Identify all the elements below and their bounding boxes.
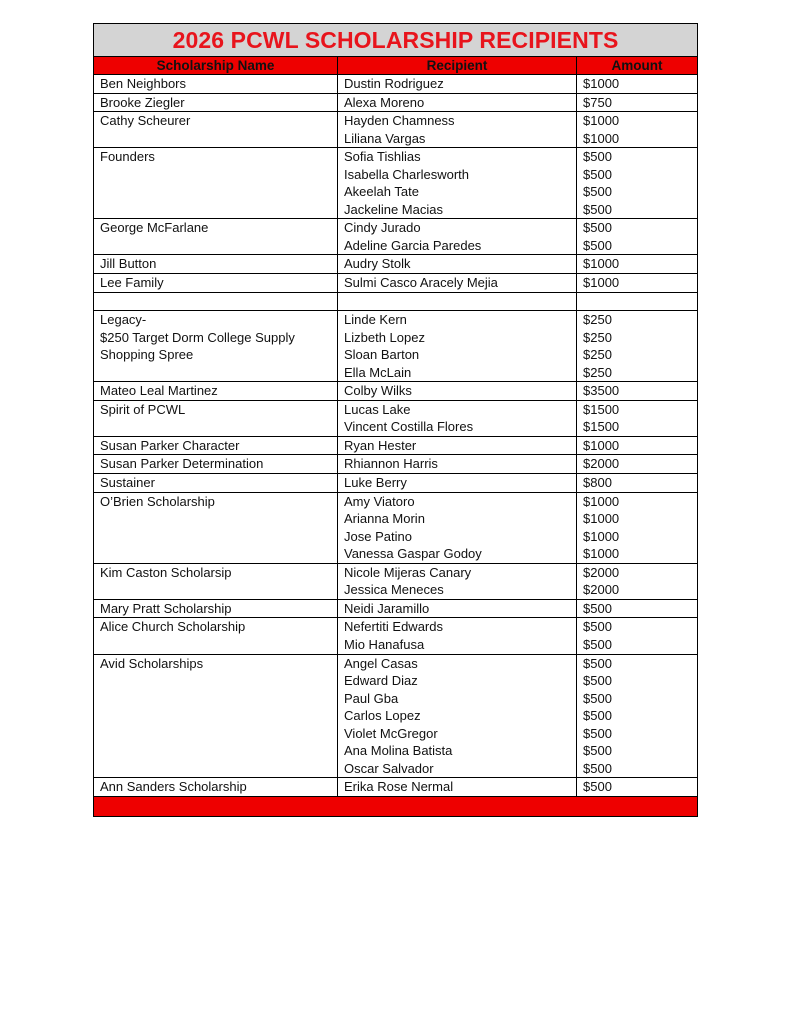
amount-cell bbox=[577, 401, 697, 436]
award-amount: $500 bbox=[583, 166, 612, 182]
recipient-name: Akeelah Tate bbox=[344, 184, 419, 200]
scholarship-name-text: Spirit of PCWL bbox=[100, 401, 186, 417]
scholarship-name-text: Susan Parker Character bbox=[100, 437, 240, 453]
table-row bbox=[94, 255, 697, 274]
recipient-name: Ella McLain bbox=[344, 364, 412, 380]
scholarship-name-cell bbox=[94, 778, 338, 796]
table-row bbox=[94, 219, 697, 255]
table-row bbox=[94, 655, 697, 779]
recipient-name: Nefertiti Edwards bbox=[344, 619, 443, 635]
table-title-bar bbox=[94, 24, 697, 57]
award-amount: $2000 bbox=[583, 582, 620, 598]
scholarship-name-text: Sustainer bbox=[100, 475, 155, 491]
recipient-name: Audry Stolk bbox=[344, 256, 411, 272]
recipient-name: Jessica Meneces bbox=[344, 582, 444, 598]
recipient-name: Ryan Hester bbox=[344, 437, 417, 453]
award-amount: $1000 bbox=[583, 511, 620, 527]
amount-cell bbox=[577, 311, 697, 381]
amount-cell bbox=[577, 493, 697, 563]
award-amount: $1500 bbox=[583, 401, 620, 417]
amount-cell bbox=[577, 112, 697, 147]
recipient-name: Luke Berry bbox=[344, 475, 407, 491]
scholarship-name-text: Jill Button bbox=[100, 256, 157, 272]
table-title: 2026 PCWL SCHOLARSHIP RECIPIENTS bbox=[172, 26, 619, 53]
recipient-cell bbox=[338, 75, 577, 93]
table-row bbox=[94, 293, 697, 312]
award-amount: $1000 bbox=[583, 76, 620, 91]
recipient-name: Arianna Morin bbox=[344, 511, 425, 527]
award-amount: $500 bbox=[583, 725, 612, 741]
recipient-name: Lizbeth Lopez bbox=[344, 329, 425, 345]
recipient-name: Mio Hanafusa bbox=[344, 636, 425, 652]
recipient-name: Lucas Lake bbox=[344, 401, 411, 417]
scholarship-name-text: Alice Church Scholarship bbox=[100, 619, 246, 635]
recipient-cell bbox=[338, 618, 577, 653]
award-amount: $500 bbox=[583, 655, 612, 671]
scholarship-name-cell bbox=[94, 112, 338, 147]
award-amount: $2000 bbox=[583, 456, 620, 472]
table-row bbox=[94, 778, 697, 797]
recipient-name: Ana Molina Batista bbox=[344, 743, 453, 759]
recipient-cell bbox=[338, 219, 577, 254]
amount-cell bbox=[577, 437, 697, 455]
recipient-name: Jose Patino bbox=[344, 528, 412, 544]
scholarship-name-text: Lee Family bbox=[100, 275, 164, 291]
recipient-cell bbox=[338, 274, 577, 292]
award-amount: $500 bbox=[583, 743, 612, 759]
recipient-cell bbox=[338, 474, 577, 492]
scholarship-name-text: Ann Sanders Scholarship bbox=[100, 779, 247, 795]
table-row bbox=[94, 274, 697, 293]
amount-cell bbox=[577, 618, 697, 653]
recipient-cell bbox=[338, 311, 577, 381]
recipient-name: Violet McGregor bbox=[344, 725, 438, 741]
award-amount: $2000 bbox=[583, 564, 620, 580]
award-amount: $250 bbox=[583, 329, 612, 345]
recipient-cell bbox=[338, 564, 577, 599]
recipient-name: Sofia Tishlias bbox=[344, 149, 421, 165]
scholarship-name-text: Brooke Ziegler bbox=[100, 94, 185, 110]
recipient-cell bbox=[338, 655, 577, 778]
table-row bbox=[94, 112, 697, 148]
scholarship-name-cell bbox=[94, 293, 338, 311]
amount-cell bbox=[577, 455, 697, 473]
award-amount: $1000 bbox=[583, 130, 620, 146]
award-amount: $500 bbox=[583, 149, 612, 165]
amount-cell bbox=[577, 148, 697, 218]
scholarship-name-text: Shopping Spree bbox=[100, 347, 194, 363]
recipient-cell bbox=[338, 493, 577, 563]
award-amount: $500 bbox=[583, 673, 612, 689]
amount-cell bbox=[577, 255, 697, 273]
award-amount: $500 bbox=[583, 708, 612, 724]
scholarship-name-text: Susan Parker Determination bbox=[100, 456, 264, 472]
scholarship-name-text: Ben Neighbors bbox=[100, 76, 186, 91]
scholarship-name-cell bbox=[94, 311, 338, 381]
scholarship-name-cell bbox=[94, 401, 338, 436]
recipient-name: Rhiannon Harris bbox=[344, 456, 438, 472]
recipient-name: Sloan Barton bbox=[344, 347, 420, 363]
table-row bbox=[94, 493, 697, 564]
scholarship-name-text: Founders bbox=[100, 149, 155, 165]
recipient-name: Linde Kern bbox=[344, 312, 407, 328]
scholarship-name-text: O’Brien Scholarship bbox=[100, 493, 215, 509]
recipient-name: Cindy Jurado bbox=[344, 220, 421, 236]
scholarship-name-cell bbox=[94, 655, 338, 778]
recipient-name: Neidi Jaramillo bbox=[344, 600, 430, 616]
amount-cell bbox=[577, 219, 697, 254]
scholarship-name-text: George McFarlane bbox=[100, 220, 209, 236]
recipient-cell bbox=[338, 382, 577, 400]
scholarship-name-cell bbox=[94, 75, 338, 93]
footer-bar bbox=[94, 797, 697, 816]
recipient-name: Adeline Garcia Paredes bbox=[344, 237, 482, 253]
scholarship-name-text: Legacy- bbox=[100, 312, 147, 328]
scholarship-name-cell bbox=[94, 219, 338, 254]
award-amount: $1000 bbox=[583, 275, 620, 291]
table-row bbox=[94, 311, 697, 382]
award-amount: $500 bbox=[583, 184, 612, 200]
table-body bbox=[94, 75, 697, 797]
scholarship-name-cell bbox=[94, 255, 338, 273]
recipient-name: Angel Casas bbox=[344, 655, 418, 671]
scholarship-name-cell bbox=[94, 564, 338, 599]
column-header-recipient: Recipient bbox=[338, 57, 577, 74]
recipient-name: Liliana Vargas bbox=[344, 130, 426, 146]
table-row bbox=[94, 618, 697, 654]
amount-cell bbox=[577, 293, 697, 311]
amount-cell bbox=[577, 274, 697, 292]
column-header-amount: Amount bbox=[611, 58, 663, 73]
recipient-cell bbox=[338, 293, 577, 311]
recipient-name: Erika Rose Nermal bbox=[344, 779, 454, 795]
scholarship-name-cell bbox=[94, 382, 338, 400]
scholarship-name-text: Avid Scholarships bbox=[100, 655, 204, 671]
recipient-cell bbox=[338, 437, 577, 455]
table-row bbox=[94, 382, 697, 401]
recipient-name: Oscar Salvador bbox=[344, 760, 434, 776]
scholarship-name-text: Mary Pratt Scholarship bbox=[100, 600, 232, 616]
recipient-name: Dustin Rodriguez bbox=[344, 76, 444, 91]
award-amount: $500 bbox=[583, 619, 612, 635]
award-amount: $1000 bbox=[583, 493, 620, 509]
award-amount: $500 bbox=[583, 779, 612, 795]
recipient-cell bbox=[338, 94, 577, 112]
amount-cell bbox=[577, 564, 697, 599]
scholarship-name-cell bbox=[94, 274, 338, 292]
amount-cell bbox=[577, 778, 697, 796]
scholarship-name-cell bbox=[94, 94, 338, 112]
amount-cell bbox=[577, 75, 697, 93]
table-row bbox=[94, 437, 697, 456]
award-amount: $250 bbox=[583, 347, 612, 363]
amount-cell bbox=[577, 94, 697, 112]
award-amount: $250 bbox=[583, 364, 612, 380]
recipient-name: Carlos Lopez bbox=[344, 708, 421, 724]
recipient-cell bbox=[338, 401, 577, 436]
award-amount: $500 bbox=[583, 600, 612, 616]
award-amount: $1000 bbox=[583, 437, 620, 453]
recipient-cell bbox=[338, 148, 577, 218]
table-row bbox=[94, 564, 697, 600]
recipient-name: Edward Diaz bbox=[344, 673, 418, 689]
award-amount: $750 bbox=[583, 94, 612, 110]
recipient-cell bbox=[338, 112, 577, 147]
scholarship-name-cell bbox=[94, 474, 338, 492]
amount-cell bbox=[577, 600, 697, 618]
scholarship-name-cell bbox=[94, 455, 338, 473]
scholarship-name-text: Kim Caston Scholarsip bbox=[100, 564, 232, 580]
recipient-name: Paul Gba bbox=[344, 690, 399, 706]
award-amount: $500 bbox=[583, 220, 612, 236]
table-row bbox=[94, 75, 697, 94]
scholarship-name-cell bbox=[94, 148, 338, 218]
recipient-name: Jackeline Macias bbox=[344, 201, 443, 217]
recipient-name: Vincent Costilla Flores bbox=[344, 419, 474, 435]
recipient-name: Sulmi Casco Aracely Mejia bbox=[344, 275, 498, 291]
recipient-name: Vanessa Gaspar Godoy bbox=[344, 546, 482, 562]
scholarship-name-cell bbox=[94, 600, 338, 618]
scholarship-table bbox=[93, 23, 698, 817]
recipient-cell bbox=[338, 455, 577, 473]
award-amount: $1000 bbox=[583, 256, 620, 272]
award-amount: $1000 bbox=[583, 546, 620, 562]
column-header-scholarship-name: Scholarship Name bbox=[94, 57, 338, 74]
award-amount: $500 bbox=[583, 760, 612, 776]
scholarship-name-cell bbox=[94, 437, 338, 455]
amount-cell bbox=[577, 474, 697, 492]
award-amount: $250 bbox=[583, 312, 612, 328]
recipient-name: Amy Viatoro bbox=[344, 493, 415, 509]
award-amount: $1000 bbox=[583, 113, 620, 129]
scholarship-name-text: $250 Target Dorm College Supply bbox=[100, 329, 295, 345]
column-header-row bbox=[94, 57, 697, 75]
award-amount: $500 bbox=[583, 237, 612, 253]
table-row bbox=[94, 94, 697, 113]
table-row bbox=[94, 148, 697, 219]
scholarship-name-text: Cathy Scheurer bbox=[100, 113, 191, 129]
recipient-name: Colby Wilks bbox=[344, 383, 412, 399]
recipient-name: Nicole Mijeras Canary bbox=[344, 564, 472, 580]
award-amount: $500 bbox=[583, 636, 612, 652]
award-amount: $500 bbox=[583, 690, 612, 706]
amount-cell bbox=[577, 382, 697, 400]
recipient-name: Hayden Chamness bbox=[344, 113, 455, 129]
award-amount: $1000 bbox=[583, 528, 620, 544]
table-row bbox=[94, 600, 697, 619]
award-amount: $3500 bbox=[583, 383, 620, 399]
table-row bbox=[94, 455, 697, 474]
recipient-name: Isabella Charlesworth bbox=[344, 166, 470, 182]
table-row bbox=[94, 474, 697, 493]
recipient-cell bbox=[338, 778, 577, 796]
award-amount: $800 bbox=[583, 475, 612, 491]
recipient-name: Alexa Moreno bbox=[344, 94, 425, 110]
amount-cell bbox=[577, 655, 697, 778]
scholarship-name-cell bbox=[94, 618, 338, 653]
table-row bbox=[94, 401, 697, 437]
recipient-cell bbox=[338, 600, 577, 618]
recipient-cell bbox=[338, 255, 577, 273]
scholarship-name-cell bbox=[94, 493, 338, 563]
scholarship-name-text: Mateo Leal Martinez bbox=[100, 383, 218, 399]
award-amount: $500 bbox=[583, 201, 612, 217]
award-amount: $1500 bbox=[583, 419, 620, 435]
